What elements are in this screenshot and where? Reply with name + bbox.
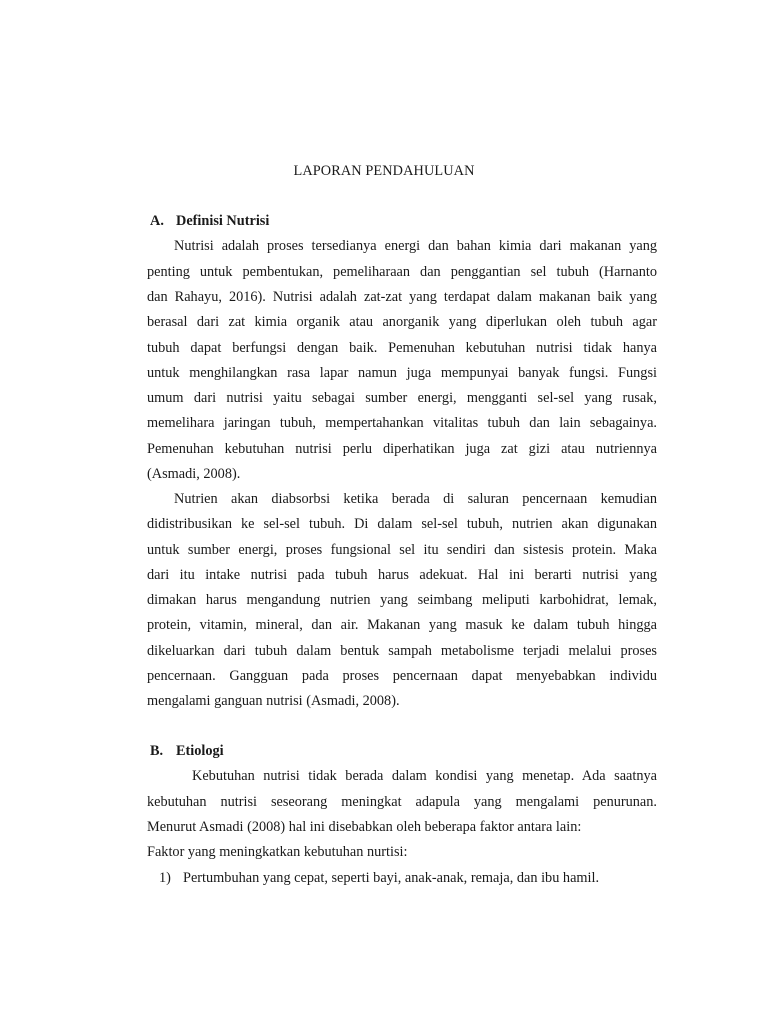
section-a-title: Definisi Nutrisi <box>176 213 270 229</box>
paragraph-line: Menurut Asmadi (2008) hal ini disebabkan oleh beberapa faktor antara lain: <box>147 819 582 835</box>
paragraph-line: dikeluarkan dari tubuh dalam bentuk sampah metabolisme terjadi melalui proses <box>147 643 657 659</box>
paragraph-line: untuk menghilangkan rasa lapar namun juga mempunyai banyak fungsi. Fungsi <box>147 365 657 381</box>
paragraph-line: kebutuhan nutrisi seseorang meningkat adapula yang mengalami penurunan. <box>147 794 657 810</box>
list-item-text: Pertumbuhan yang cepat, seperti bayi, anak-anak, remaja, dan ibu hamil. <box>183 870 600 886</box>
list-item <box>159 869 599 887</box>
document-title: LAPORAN PENDAHULUAN <box>293 163 475 179</box>
paragraph-line: untuk sumber energi, proses fungsional sel itu sendiri dan sistesis protein. Maka <box>147 542 657 558</box>
paragraph-line: protein, vitamin, mineral, dan air. Makanan yang masuk ke dalam tubuh hingga <box>147 617 657 633</box>
section-a-heading <box>150 212 269 230</box>
paragraph-line: tubuh dapat berfungsi dengan baik. Pemenuhan kebutuhan nutrisi tidak hanya <box>147 340 657 356</box>
paragraph-line: Pemenuhan kebutuhan nutrisi perlu diperhatikan juga zat gizi atau nutriennya <box>147 441 657 457</box>
section-b-heading <box>150 742 224 760</box>
paragraph-line: umum dari nutrisi yaitu sebagai sumber energi, mengganti sel-sel yang rusak, <box>147 390 657 406</box>
paragraph-line: dan Rahayu, 2016). Nutrisi adalah zat-zat yang terdapat dalam makanan baik yang <box>147 289 657 305</box>
paragraph-line: (Asmadi, 2008). <box>147 466 241 482</box>
paragraph-line: pencernaan. Gangguan pada proses pencernaan dapat menyebabkan individu <box>147 668 657 684</box>
paragraph-line: Nutrisi adalah proses tersedianya energi dan bahan kimia dari makanan yang <box>174 238 657 254</box>
paragraph-line: Nutrien akan diabsorbsi ketika berada di saluran pencernaan kemudian <box>174 491 657 507</box>
section-b-marker: B. <box>150 743 164 759</box>
paragraph-line: dimakan harus mengandung nutrien yang seimbang meliputi karbohidrat, lemak, <box>147 592 657 608</box>
paragraph-line: mengalami ganguan nutrisi (Asmadi, 2008). <box>147 693 400 709</box>
paragraph-line: Kebutuhan nutrisi tidak berada dalam kondisi yang menetap. Ada saatnya <box>192 768 657 784</box>
paragraph-line: dari itu intake nutrisi pada tubuh harus adekuat. Hal ini berarti nutrisi yang <box>147 567 657 583</box>
list-item-number: 1) <box>159 870 171 886</box>
paragraph-line: Faktor yang meningkatkan kebutuhan nurtisi: <box>147 844 408 860</box>
paragraph-line: berasal dari zat kimia organik atau anorganik yang diperlukan oleh tubuh agar <box>147 314 657 330</box>
section-a-marker: A. <box>150 213 164 229</box>
paragraph-line: penting untuk pembentukan, pemeliharaan dan penggantian sel tubuh (Harnanto <box>147 264 657 280</box>
paragraph-line: memelihara jaringan tubuh, mempertahankan vitalitas tubuh dan lain sebagainya. <box>147 415 657 431</box>
paragraph-line: didistribusikan ke sel-sel tubuh. Di dalam sel-sel tubuh, nutrien akan digunakan <box>147 516 657 532</box>
section-b-title: Etiologi <box>176 743 224 759</box>
